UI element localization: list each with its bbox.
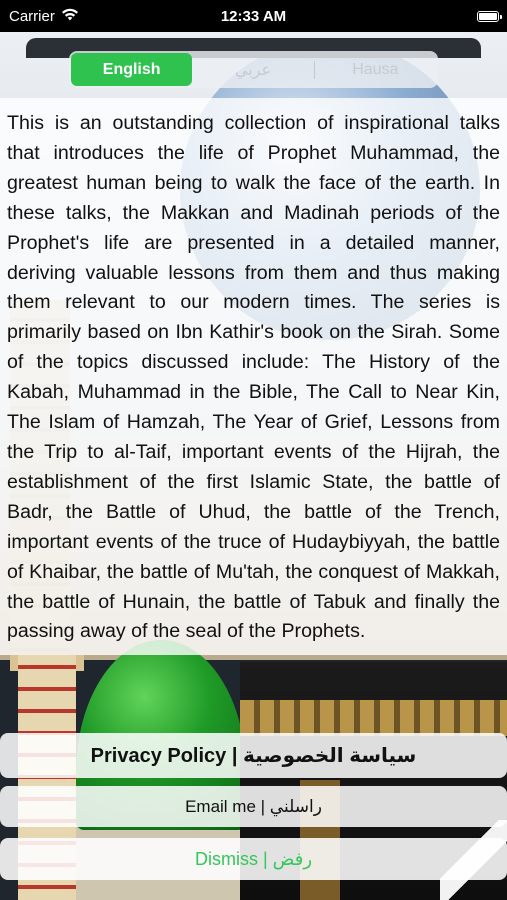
language-segmented-control xyxy=(69,51,438,88)
status-right xyxy=(477,11,507,22)
tab-english[interactable]: English xyxy=(71,53,192,86)
dismiss-label: Dismiss | رفض xyxy=(194,848,313,869)
description-text: This is an outstanding collection of inspirational talks that introduces the life of Prophet Muhammad, the greatest human being to walk the face of the earth. In these talks, the Makkan and Madinah periods of the Prophet's life are presented in a detailed manner, deriving valuable lessons from them and thus making them relevant to our modern times. The series is primarily based on Ibn Kathir's book on the Sirah. Some of the topics discussed include: The History of the Kabah, Muhammad in the Bible, The Call to Near Kin, The Islam of Hamzah, The Year of Grief, Lessons from the Trip to al-Taif, important events of the Hijrah, the establishment of the first Islamic State, the battle of Badr, the Battle of Uhud, the battle of the Trench, important events of the truce of Hudaybiyyah, the battle of Khaibar, the battle of Mu'tah, the conquest of Makkah, the battle of Hunain, the battle of Tabuk and finally the passing away of the seal of the Prophets. xyxy=(0,98,507,655)
dismiss-button[interactable] xyxy=(0,838,507,880)
battery-level xyxy=(479,13,497,20)
privacy-policy-label: Privacy Policy | سياسة الخصوصية xyxy=(90,745,417,767)
email-me-button[interactable] xyxy=(0,786,507,827)
email-me-label: Email me | راسلني xyxy=(185,796,322,816)
battery-icon xyxy=(477,11,499,22)
status-left xyxy=(0,8,79,25)
carrier-label: Carrier xyxy=(9,7,55,25)
tab-arabic[interactable]: عربي xyxy=(234,61,272,79)
status-time: 12:33 AM xyxy=(220,7,287,25)
privacy-policy-button[interactable] xyxy=(0,733,507,778)
status-bar xyxy=(0,0,507,32)
wifi-icon xyxy=(61,8,79,25)
tab-hausa[interactable]: Hausa xyxy=(352,60,399,78)
